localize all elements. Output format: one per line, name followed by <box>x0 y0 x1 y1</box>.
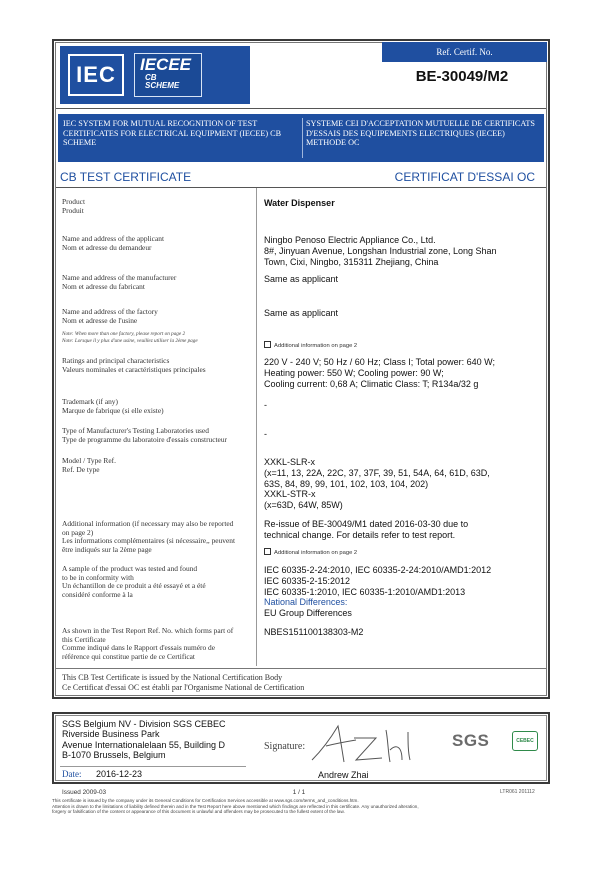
model-line-2: (x=11, 13, 22A, 22C, 37, 37F, 39, 51, 54A, 64, 61D, 63D, <box>264 467 490 478</box>
cebec-logo: CEBEC <box>512 731 538 751</box>
additional-line-1: Re-issue of BE-30049/M1 dated 2016-03-30 due to <box>264 519 469 529</box>
additional-line-2: technical change. For details refer to test report. <box>264 529 456 540</box>
factory-note-en: Note: When more than one factory, please report on page 2 <box>62 331 186 338</box>
trademark-label-fr: Marque de fabrique (si elle existe) <box>62 405 164 415</box>
manufacturer-label-en: Name and address of the manufacturer <box>62 273 177 282</box>
program-value: - <box>264 429 267 439</box>
ratings-label-fr: Valeurs nominales et caractéristiques principales <box>62 364 206 374</box>
date-value: 2016-12-23 <box>96 769 143 779</box>
applicant-label <box>62 235 252 252</box>
banner-divider <box>302 118 303 158</box>
disclaimer-line-1: This certificate is issued by the company under its General Conditions for Certification Services accessible at www.sgs.com/terms_and_conditions.htm. <box>52 798 359 803</box>
applicant-label-en: Name and address of the applicant <box>62 234 164 243</box>
sample-label-fr-1: Un échantillon de ce produit a été essayé et a été <box>62 581 206 591</box>
factory-additional <box>264 341 544 352</box>
standards-line-3: IEC 60335-1:2010, IEC 60335-1:2010/AMD1:2013 <box>264 586 466 597</box>
issuer-line-4: B-1070 Brussels, Belgium <box>62 750 166 761</box>
ratings-label-en: Ratings and principal characteristics <box>62 356 170 365</box>
product-value: Water Dispenser <box>264 198 335 208</box>
program-label-fr: Type de programme du laboratoire d'essais constructeur <box>62 434 227 444</box>
report-label <box>62 627 252 661</box>
additional-label-fr-2: être indiqués sur la 2ème page <box>62 544 152 554</box>
manufacturer-label <box>62 274 252 291</box>
sample-label <box>62 565 252 599</box>
ref-certif-number: BE-30049/M2 <box>415 68 509 85</box>
trademark-value: - <box>264 400 267 410</box>
product-label-fr: Produit <box>62 205 84 215</box>
additional-value <box>264 519 544 541</box>
sample-label-en-2: to be in conformity with <box>62 572 134 582</box>
factory-value: Same as applicant <box>264 308 339 318</box>
report-label-fr-1: Comme indiqué dans le Rapport d'essais numéro de <box>62 643 216 653</box>
title-divider <box>56 187 546 188</box>
issuer-line-2: Riverside Business Park <box>62 729 160 740</box>
report-label-en-1: As shown in the Test Report Ref. No. which forms part of <box>62 626 234 635</box>
footer-divider <box>56 668 546 669</box>
ratings-value <box>264 357 544 389</box>
trademark-label-en: Trademark (if any) <box>62 397 118 406</box>
title-fr: CERTIFICAT D'ESSAI OC <box>394 170 535 184</box>
additional-label <box>62 520 252 554</box>
iecee-logo-text: IECEE <box>140 55 192 74</box>
factory-label <box>62 308 252 344</box>
model-line-3: 63S, 84, 89, 99, 101, 102, 103, 104, 202) <box>264 478 429 489</box>
product-label-en: Product <box>62 197 85 206</box>
sgs-logo: SGS <box>452 731 490 750</box>
applicant-line-3: Town, Cixi, Ningbo, 315311 Zhejiang, China <box>264 256 439 267</box>
factory-label-fr: Nom et adresse de l'usine <box>62 315 138 325</box>
program-label <box>62 427 252 444</box>
issued-by-en: This CB Test Certificate is issued by the National Certification Body <box>62 673 283 682</box>
applicant-line-1: Ningbo Penoso Electric Appliance Co., Ltd. <box>264 235 436 245</box>
model-value <box>264 457 544 511</box>
national-differences-label: National Differences: <box>264 597 348 608</box>
ratings-line-3: Cooling current: 0,68 A; Climatic Class: T; R134a/32 g <box>264 378 479 389</box>
product-label <box>62 198 252 215</box>
trademark-label <box>62 398 252 415</box>
report-number: NBES151100138303-M2 <box>264 627 364 637</box>
issued-date: Issued 2009-03 <box>62 789 107 796</box>
additional-info-text: Additional information on page 2 <box>274 550 358 556</box>
manufacturer-value: Same as applicant <box>264 274 339 284</box>
handwritten-signature <box>304 720 444 770</box>
sample-label-en-1: A sample of the product was tested and found <box>62 564 198 573</box>
page-number: 1 / 1 <box>292 789 306 796</box>
model-label-en: Model / Type Ref. <box>62 456 116 465</box>
standards-value <box>264 565 544 619</box>
program-label-en: Type of Manufacturer's Testing Laboratories used <box>62 426 209 435</box>
ref-certif-label: Ref. Certif. No. <box>382 42 547 62</box>
header-divider <box>56 108 546 109</box>
report-label-fr-2: référence qui constitue partie de ce Certificat <box>62 651 195 661</box>
ratings-line-1: 220 V - 240 V; 50 Hz / 60 Hz; Class I; Total power: 640 W; <box>264 357 495 367</box>
factory-additional-text: Additional information on page 2 <box>274 343 358 349</box>
sample-label-fr-2: considéré conforme à la <box>62 589 133 599</box>
additional-info-note <box>264 548 544 559</box>
date-label: Date: <box>62 769 82 779</box>
applicant-label-fr: Nom et adresse du demandeur <box>62 242 152 252</box>
additional-label-fr-1: Les informations complémentaires (si nécessaire,, peuvent <box>62 536 236 546</box>
issuer-address <box>62 719 262 761</box>
ratings-label <box>62 357 252 374</box>
scheme-banner-fr: SYSTEME CEI D'ACCEPTATION MUTUELLE DE CERTIFICATS D'ESSAIS DES EQUIPEMENTS ELECTRIQUES (IECEE) METHODE OC <box>306 119 535 148</box>
legal-disclaimer <box>52 798 552 815</box>
form-code: LTR061 201112 <box>500 789 535 795</box>
issuer-line-3: Avenue Internationalelaan 55, Building D <box>62 739 225 750</box>
signature-label: Signature: <box>264 741 306 752</box>
standards-line-2: IEC 60335-2-15:2012 <box>264 575 351 586</box>
additional-label-en-1: Additional information (if necessary may also be reported <box>62 519 234 528</box>
logo-banner <box>60 46 250 104</box>
additional-label-en-2: on page 2) <box>62 527 94 537</box>
model-line-4: XXKL-STR-x <box>264 489 316 500</box>
report-label-en-2: this Certificate <box>62 634 106 644</box>
applicant-value <box>264 235 544 267</box>
model-line-5: (x=63D, 64W, 85W) <box>264 500 343 511</box>
iec-logo: IEC <box>68 54 124 96</box>
scheme-banner-en: IEC SYSTEM FOR MUTUAL RECOGNITION OF TEST CERTIFICATES FOR ELECTRICAL EQUIPMENT (IECEE) CB SCHEME <box>63 119 282 148</box>
cb-scheme-logo-text: CB SCHEME <box>145 73 180 90</box>
disclaimer-line-3: forgery or falsification of the content or appearance of this document is unlawful and offenders may be prosecuted to the fullest extent of the law. <box>52 809 345 815</box>
national-differences-value: EU Group Differences <box>264 608 352 619</box>
model-label-fr: Ref. De type <box>62 464 100 474</box>
standards-line-1: IEC 60335-2-24:2010, IEC 60335-2-24:2010/AMD1:2012 <box>264 565 492 575</box>
iecee-cb-scheme-logo <box>134 53 202 97</box>
date-divider <box>60 766 246 767</box>
column-divider <box>256 188 257 666</box>
additional-info-checkbox <box>264 548 271 555</box>
applicant-line-2: 8#, Jinyuan Avenue, Longshan Industrial zone, Long Shan <box>264 245 497 256</box>
manufacturer-label-fr: Nom et adresse du fabricant <box>62 281 145 291</box>
signer-name: Andrew Zhai <box>318 770 369 780</box>
issuer-line-1: SGS Belgium NV - Division SGS CEBEC <box>62 719 226 729</box>
factory-additional-checkbox <box>264 341 271 348</box>
ratings-line-2: Heating power: 550 W; Cooling power: 90 W; <box>264 367 444 378</box>
disclaimer-line-2: Attention is drawn to the limitations of liability defined therein and in the Test Report here above mentioned which findings are reflected in this certificate. Any unauthorized alteration, <box>52 803 419 809</box>
factory-label-en: Name and address of the factory <box>62 307 158 316</box>
model-label <box>62 457 252 474</box>
title-en: CB TEST CERTIFICATE <box>60 170 192 184</box>
scheme-banner <box>58 114 544 162</box>
factory-note-fr: Note: Lorsque il y plus d'une usine, veuillez utiliser la 2ème page <box>62 337 198 344</box>
model-line-1: XXKL-SLR-x <box>264 457 316 467</box>
issued-by-fr: Ce Certificat d'essai OC est établi par l'Organisme National de Certification <box>62 683 305 692</box>
